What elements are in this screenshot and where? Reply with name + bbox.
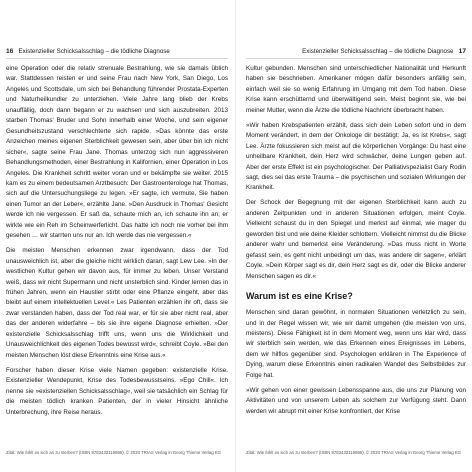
right-paragraph-2: »Wir haben Krebspatienten erzählt, dass sich dein Leben sofort und in dem Moment verändert, in dem der Onkologe dir bestätigt: Ja, es ist Krebs«, sagt Lee. Ärzte fokussieren sich meist auf die körperlichen Vorgänge: Du hast eine unheilbare Krankheit, dein Herz wird schwächer, deine Lungen geben auf. Aber der erste Effekt ist ein psychologischer. Der Palliativspezialist Gary Rodin sagt, dies sei das erste Trauma – die psychischen und sozialen Wirkungen der Krankheit.: [246, 121, 466, 192]
right-body-text: [246, 64, 466, 422]
left-paragraph-2: Die meisten Menschen erkennen zwar irgendwann, dass der Tod unausweichlich ist, aber die gleiche nicht wirklich daran, sagt Lew Lee. »In der westlichen Kultur gehen wir davon aus, für immer zu leben. Unser Verstand weiß, dass wir nicht Supermann und nicht unsterblich sind. Kinder lernen das in frühen Jahren, wenn ein Haustier stirbt oder eine Pflanze eingeht, aber das bleibt auf einem intellektuellen Level.« Les Patienten erzählen ihr oft, dass sie zwar verstanden haben, dass der Tod real war, er für sie aber nicht real, aber das der anderen widerfahre – bis sie ihre eigene Diagnose erhielten. »Der existenzielle Schicksalsschlag trifft uns, wenn uns die Wirklichkeit und Unausweichlichkeit des eigenen Todes bewusst wird«, schreibt Coyle. »Bei den meisten Menschen löst diese Erkenntnis eine Krise aus.«: [6, 247, 228, 359]
right-paragraph-5: »Wir gehen von einer gewissen Lebensspanne aus, die uns zur Planung von Aktivitäten und von unserem Leben als solchem zur Verfügung steht. Dann werden wir abrupt mit einer Krise konfrontiert, der Krise: [246, 386, 466, 415]
left-page-header: [6, 48, 228, 55]
right-footer: Zitat: Wie fühlt es sich an zu sterben? (ISBN 9783432119896), © 2020 TRIAS Verlag in Georg Thieme Verlag KG: [246, 450, 462, 455]
left-footer: Zitat: Wie fühlt es sich an zu sterben? (ISBN 9783432119896), © 2020 TRIAS Verlag in Georg Thieme Verlag KG: [6, 450, 222, 455]
left-paragraph-3: Forscher haben dieser Krise viele Namen gegeben: existenzielle Krise. Existenzieller Wendepunkt, Krise des Todesbewusstseins. »Ego Chill«. Ich nenne sie »existenziellen Schicksalsschlag«, weil sie tatsächlich ein Schlag für die meisten tödlich kranken Patienten, der in vieler Hinsicht ähnliche Unterbrechung, ihre Reise heraus.: [6, 366, 228, 416]
right-paragraph-3: Der Schock der Begegnung mit der eigenen Sterblichkeit kann auch zu anderen Zeitpunkten und in anderen Situationen erfolgen, meint Coyle. Vielleicht schaust du in den Spiegel und merkst auf einmal, wie mager du geworden bist und wie deine Kleider schlottern. Vielleicht nimmst du die Blicke anderer wahr und bemerkst eine Veränderung. »Das muss nicht in Worte gefasst sein, es geht nicht unbedingt um das, was andere dir sagen«, erklärt Coyle. »Dein Körper sagt es dir, dein Herz sagt es dir, oder die Blicke anderer Menschen sagen es dir.«: [246, 199, 466, 280]
right-header-rule: [246, 58, 466, 59]
right-paragraph-4: Menschen sind daran gewöhnt, in normalen Situationen verletzlich zu sein, und in der Regel wissen wir, wie wir damit umgehen (die meisten von uns, meistens). Diese Fähigkeit ist in dem Moment weg, wenn uns klar wird, dass wir sterblich sein werden, wie das Erkennen eines Ereignisses im Lebens, dem wir hilflos gegenüber sind. Psychologen erklären in The Experience of Dying, warum diese Erkenntnis einen radikalen Wandel des Selbstbildes zur Folge hat.: [246, 309, 466, 379]
left-body-text: [6, 64, 228, 422]
right-paragraph-1: Kultur gebunden. Menschen sind unterschiedlicher Nationalität und Herkunft haben sie beschrieben. Amerikaner mögen dafür besonders anfällig sein, einfach weil sie so wenig Erfahrung im Umgang mit dem Tod haben. Diese Krise kann erschütternd und überwältigend sein. Meist beginnt sie, wie bei meiner Mutter, wenn die Ärzte die tödliche Nachricht überbracht haben.: [246, 65, 466, 114]
left-page-number: 16: [6, 48, 14, 55]
left-paragraph-1: eine Operation oder die relativ strenuale Bestrahlung, wie sie damals üblich war. Stattdessen reisten er und seine Frau nach New York, San Diego, Los Angeles und Scottsdale, um sich bei Behandlung führender Prostata-Experten und Naturheilkundler zu unterziehen. Viele Jahre lang blieb der Krebs unauffällig, doch dann begann er zu wachsen und sich auszubreiten. 2013 starben Thomas' Bruder und Sohn innerhalb einer Woche, und sein eigener Gesundheitszustand verschlechterte sich rapide. »Das könnte das erste Anzeichen meines eigenen Sterblichkeit gewesen sein, aber über bin ich nicht sicher«, sagte seine Frau Jane. Thomas unterzog sich nun aggressiveren Behandlungsmethoden, einer Bestrahlung in Kalifornien, einer Operation in Los Angeles. Die Krankheit schritt weiter voran und er bekämpfte sie weiter. 2015 kam es zu einem bedeutsamen Arztbesuch: Der Gastroenterologe hat Thomas, sich auf die Untersuchungsliege zu legen. »Er sagte, ich vermute, Sie haben einen Tumor an der Leber«, erzählte Jane. »Den Ausdruck in Thomas' Gesicht werde ich nie vergessen. Er saß da, schaute mich an, ich schaute ihn an; er wirkte wie ein Reh im Scheinwerferlicht. Das hatte ich noch nie vorher bei ihm gesehen … wir starrten uns nur an. Ich werde das nie vergessen.«: [6, 65, 228, 240]
right-page-number: 17: [458, 48, 466, 55]
section-heading: Warum ist es eine Krise?: [246, 291, 353, 302]
right-page: [236, 0, 472, 472]
left-header-rule: [6, 58, 228, 59]
right-running-head: Existenzieller Schicksalsschlag – die tödliche Diagnose: [302, 48, 454, 55]
left-running-head: Existenzieller Schicksalsschlag – die tödliche Diagnose: [18, 48, 170, 55]
right-page-header: [246, 48, 466, 55]
